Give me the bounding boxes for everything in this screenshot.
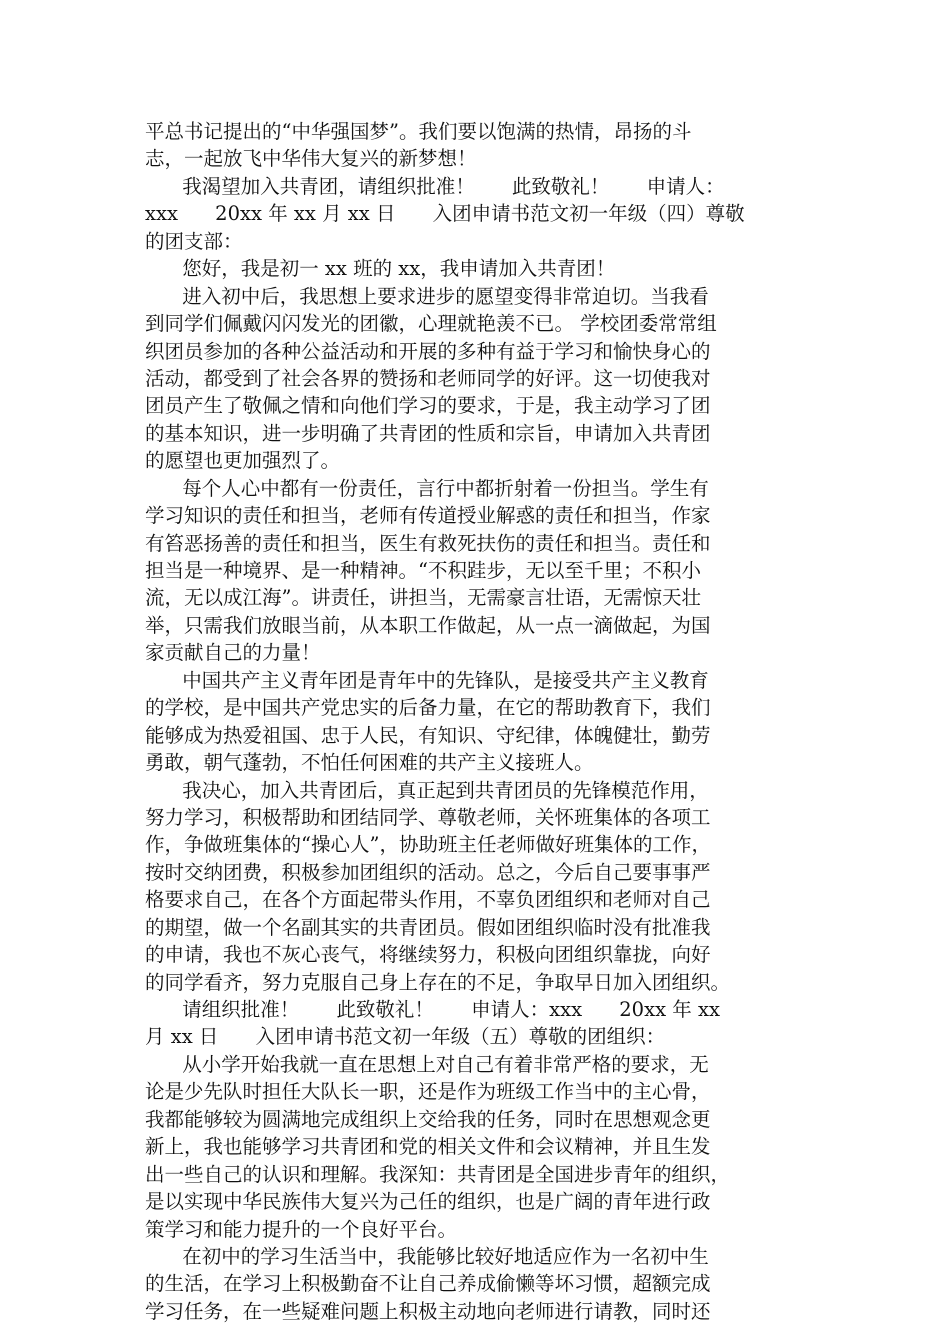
text-line: 的团支部： — [145, 229, 243, 253]
text-line: 的申请，我也不灰心丧气，将继续努力，积极向团组织靠拢，向好 — [145, 943, 711, 967]
text-line: 勇敢，朝气蓬勃，不怕任何困难的共产主义接班人。 — [145, 751, 594, 775]
text-line: 的基本知识，进一步明确了共青团的性质和宗旨，申请加入共青团 — [145, 421, 711, 445]
text-line: 月 xx 日 入团申请书范文初一年级（五）尊敬的团组织： — [145, 1025, 666, 1049]
text-line: 的同学看齐，努力克服自己身上存在的不足，争取早日加入团组织。 — [145, 970, 731, 994]
text-line: 按时交纳团费，积极参加团组织的活动。总之，今后自己要事事严 — [145, 860, 711, 884]
text-line: 是以实现中华民族伟大复兴为己任的组织，也是广阔的青年进行政 — [145, 1190, 711, 1214]
text-line: 论是少先队时担任大队长一职，还是作为班级工作当中的主心骨， — [145, 1080, 711, 1104]
text-line: 格要求自己，在各个方面起带头作用，不辜负团组织和老师对自己 — [145, 888, 711, 912]
text-line: 家贡献自己的力量！ — [145, 641, 321, 665]
text-line: 平总书记提出的“中华强国梦”。我们要以饱满的热情，昂扬的斗 — [145, 120, 692, 143]
text-line: 从小学开始我就一直在思想上对自己有着非常严格的要求，无 — [145, 1052, 709, 1076]
text-line: 作，争做班集体的“操心人”，协助班主任老师做好班集体的工作， — [145, 833, 711, 857]
text-line: 在初中的学习生活当中，我能够比较好地适应作为一名初中生 — [145, 1244, 709, 1268]
document-body — [145, 118, 805, 1325]
text-line: 团员产生了敬佩之情和向他们学习的要求，于是，我主动学习了团 — [145, 394, 711, 418]
text-line: 中国共产主义青年团是青年中的先锋队，是接受共产主义教育 — [145, 668, 709, 692]
text-line: 进入初中后，我思想上要求进步的愿望变得非常迫切。当我看 — [145, 284, 709, 308]
text-line: 策学习和能力提升的一个良好平台。 — [145, 1217, 458, 1241]
text-line: 有笞恶扬善的责任和担当，医生有救死扶伤的责任和担当。责任和 — [145, 531, 711, 555]
text-line: 担当是一种境界、是一种精神。“不积跬步，无以至千里；不积小 — [145, 559, 701, 582]
text-line: 新上，我也能够学习共青团和党的相关文件和会议精神，并且生发 — [145, 1135, 711, 1159]
text-line: 活动，都受到了社会各界的赞扬和老师同学的好评。这一切使我对 — [145, 366, 711, 390]
text-line: 的愿望也更加强烈了。 — [145, 449, 341, 473]
text-line: 的学校，是中国共产党忠实的后备力量，在它的帮助教育下，我们 — [145, 696, 711, 720]
text-line: 每个人心中都有一份责任，言行中都折射着一份担当。学生有 — [145, 476, 709, 500]
text-line: 的生活，在学习上积极勤奋不让自己养成偷懒等坏习惯，超额完成 — [145, 1272, 711, 1296]
text-line: 织团员参加的各种公益活动和开展的多种有益于学习和愉快身心的 — [145, 339, 711, 363]
text-line: 请组织批准！ 此致敬礼！ 申请人：xxx 20xx 年 xx — [145, 998, 720, 1021]
text-line: 志，一起放飞中华伟大复兴的新梦想！ — [145, 147, 477, 171]
text-line: 我都能够较为圆满地完成组织上交给我的任务，同时在思想观念更 — [145, 1107, 711, 1131]
text-line: 到同学们佩戴闪闪发光的团徽，心理就艳羡不已。 学校团委常常组 — [145, 312, 717, 336]
text-line: 举，只需我们放眼当前，从本职工作做起，从一点一滴做起，为国 — [145, 613, 711, 637]
text-line: 您好，我是初一 xx 班的 xx，我申请加入共青团！ — [145, 257, 616, 281]
text-line: 的期望，做一个名副其实的共青团员。假如团组织临时没有批准我 — [145, 915, 711, 939]
text-line: xxx 20xx 年 xx 月 xx 日 入团申请书范文初一年级（四）尊敬 — [145, 202, 745, 226]
text-line: 学习知识的责任和担当，老师有传道授业解惑的责任和担当，作家 — [145, 504, 711, 528]
text-line: 出一些自己的认识和理解。我深知：共青团是全国进步青年的组织， — [145, 1162, 731, 1186]
text-line: 学习任务，在一些疑难问题上积极主动地向老师进行请教，同时还 — [145, 1299, 711, 1323]
text-line: 能够成为热爱祖国、忠于人民，有知识、守纪律，体魄健壮，勤劳 — [145, 723, 711, 747]
text-line: 努力学习，积极帮助和团结同学、尊敬老师，关怀班集体的各项工 — [145, 805, 711, 829]
text-line: 流，无以成江海”。讲责任，讲担当，无需豪言壮语，无需惊天壮 — [145, 586, 701, 610]
text-line: 我决心，加入共青团后，真正起到共青团员的先锋模范作用， — [145, 778, 709, 802]
text-line: 我渴望加入共青团，请组织批准！ 此致敬礼！ 申请人： — [145, 174, 725, 198]
